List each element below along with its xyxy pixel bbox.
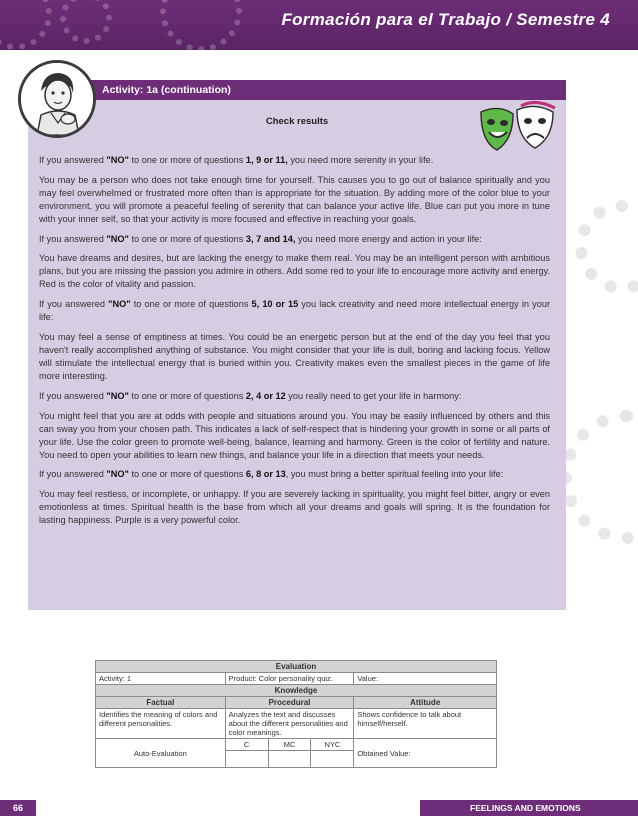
activity-label: Activity: 1a (continuation): [88, 80, 566, 100]
grade-mc-header: MC: [268, 739, 311, 751]
evaluation-table: [95, 660, 497, 768]
evaluation-activity: Activity: 1: [96, 673, 226, 685]
footer-section: FEELINGS AND EMOTIONS: [420, 800, 638, 816]
result-description: You may feel a sense of emptiness at times. You could be an energetic person but at the end of the day you feel that you haven't really accomplished anything of substance. You might consider that your life is dull, boring and lacking focus. Yellow will stimulate the intellectual energy that is buried within you. Creativity makes even the smallest pieces in the game of life more interesting.: [39, 331, 550, 381]
attitude-heading: Attitude: [354, 697, 497, 709]
result-description: You have dreams and desires, but are lacking the energy to make them real. You may be an intelligent person with ambitious plans, but you are missing the passion you admire in others. Add some red to your life to encourage more activity and energy. Red is the color of vitality and passion.: [39, 253, 550, 290]
factual-criterion: Identifies the meaning of colors and different personalities.: [96, 709, 226, 739]
result-description: You may be a person who does not take enough time for yourself. This causes you to go out of balance spiritually and you may feel overwhelmed or frustrated more often than is appropriate for the situation. By adding more of the color blue to your environment, you will promote a peaceful feeling of serenity that can balance your active life. Blue can put you more in tune with your inner self, so that your activity is more focused and effective in reaching your goals.: [39, 174, 550, 224]
result-description: You may feel restless, or incomplete, or unhappy. If you are severely lacking in spirituality, you might feel bitter, angry or even emotionless at times. Spiritual health is the base from which all your dreams and goals will spring. It is the foundation for lasting happiness. Purple is a very powerful color.: [39, 489, 550, 526]
check-results-title: Check results: [265, 116, 329, 127]
procedural-criterion: Analyzes the text and discusses about the different personalities and color meanings.: [225, 709, 354, 739]
result-condition: If you answered "NO" to one or more of questions 5, 10 or 15 you lack creativity and need more intellectual energy in your life:: [39, 299, 551, 323]
gear-decoration: [60, 0, 112, 44]
gear-decoration: [160, 0, 242, 52]
evaluation-title: Evaluation: [96, 661, 497, 673]
knowledge-heading: Knowledge: [96, 685, 497, 697]
result-condition: If you answered "NO" to one or more of questions 3, 7 and 14, you need more energy and action in your life:: [39, 233, 482, 244]
gear-decoration: [560, 410, 638, 544]
page-header: [0, 0, 638, 50]
grade-nyc-header: NYC: [311, 739, 354, 751]
obtained-value: Obtained Value:: [354, 739, 497, 768]
gear-decoration: [575, 200, 638, 294]
gear-decoration: [0, 0, 52, 50]
factual-heading: Factual: [96, 697, 226, 709]
results-text: [39, 154, 550, 534]
result-condition: If you answered "NO" to one or more of questions 6, 8 or 13, you must bring a better spiritual feeling into your life:: [39, 469, 504, 480]
evaluation-product: Product: Color personality quiz.: [225, 673, 354, 685]
result-condition: If you answered "NO" to one or more of questions 1, 9 or 11, you need more serenity in your life.: [39, 155, 434, 165]
page-number: 66: [0, 800, 36, 816]
auto-evaluation-label: Auto-Evaluation: [96, 739, 226, 768]
evaluation-value: Value:: [354, 673, 497, 685]
grade-c-header: C: [225, 739, 268, 751]
result-description: You might feel that you are at odds with people and situations around you. You may be easily influenced by others and this can sway you from your chosen path. This indicates a lack of self-respect that is hindering your growth in some or all parts of your life. Use the color green to promote well-being, balance, learning and harmony. Green is the color of fertility and nature. You need to open your abilities to learn new things, and balance your life in a direction that meets your needs.: [39, 410, 550, 460]
grade-nyc-box[interactable]: [311, 751, 354, 768]
attitude-criterion: Shows confidence to talk about himself/herself.: [354, 709, 497, 739]
grade-mc-box[interactable]: [268, 751, 311, 768]
theater-masks-icon: [473, 100, 563, 160]
result-condition: If you answered "NO" to one or more of questions 2, 4 or 12 you really need to get your life in harmony:: [39, 390, 462, 401]
grade-c-box[interactable]: [225, 751, 268, 768]
header-title: Formación para el Trabajo / Semestre 4: [281, 10, 610, 29]
procedural-heading: Procedural: [225, 697, 354, 709]
